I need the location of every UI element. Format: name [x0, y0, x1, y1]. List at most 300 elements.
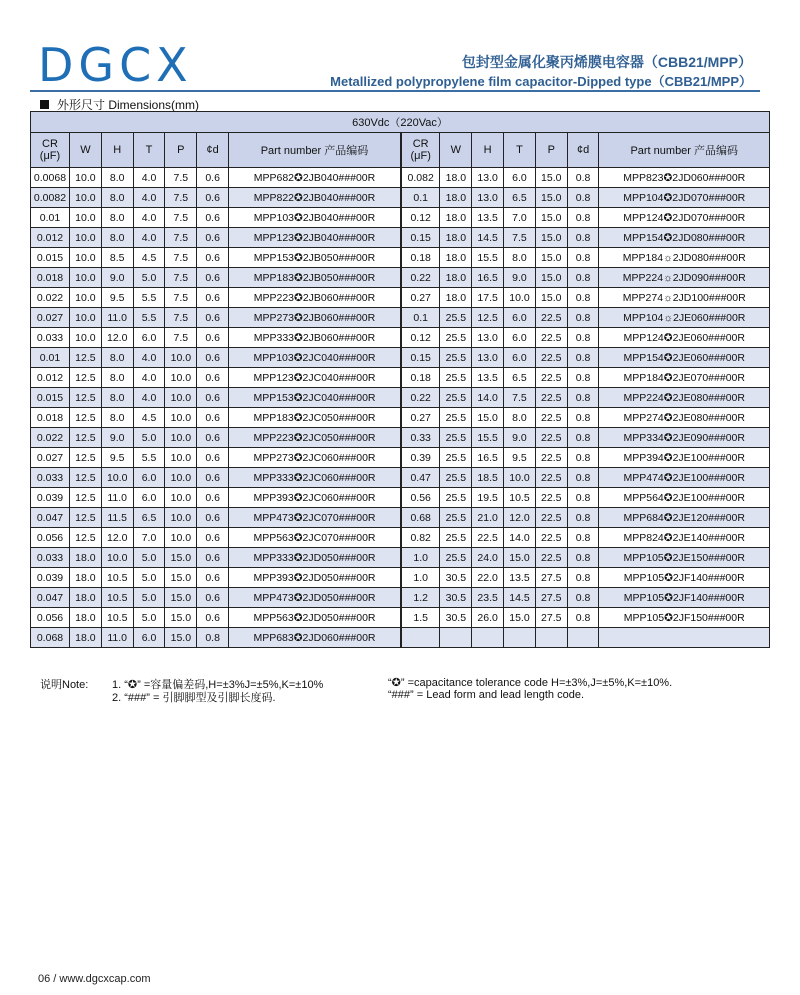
- part-number-cell: MPP822✪2JB040###00R: [229, 188, 401, 208]
- table-cell: 6.0: [133, 468, 165, 488]
- table-cell: 25.5: [440, 388, 472, 408]
- table-cell: 26.0: [472, 608, 504, 628]
- table-cell: 22.5: [535, 488, 567, 508]
- table-cell: 12.0: [101, 328, 133, 348]
- part-number-cell: MPP103✪2JB040###00R: [229, 208, 401, 228]
- table-row: [31, 168, 770, 188]
- table-cell: 7.5: [165, 268, 197, 288]
- table-cell: 22.5: [535, 388, 567, 408]
- column-header: ¢d: [197, 133, 229, 168]
- table-cell: 0.1: [401, 188, 440, 208]
- table-cell: 13.0: [472, 348, 504, 368]
- column-header: T: [504, 133, 536, 168]
- part-number-cell: MPP183✪2JB050###00R: [229, 268, 401, 288]
- table-cell: 0.8: [567, 388, 599, 408]
- square-bullet-icon: [40, 100, 49, 109]
- table-cell: 0.047: [31, 588, 70, 608]
- table-cell: 13.0: [472, 328, 504, 348]
- table-row: [31, 288, 770, 308]
- table-cell: 0.0082: [31, 188, 70, 208]
- table-cell: 10.5: [504, 488, 536, 508]
- table-cell: 13.0: [472, 168, 504, 188]
- note-cn-1: 1. “✪” =容量偏差码,H=±3%J=±5%,K=±10%: [112, 679, 324, 691]
- table-cell: 13.5: [504, 568, 536, 588]
- column-header: Part number 产品编码: [229, 133, 401, 168]
- table-cell: 0.047: [31, 508, 70, 528]
- table-cell: 0.8: [567, 488, 599, 508]
- table-cell: 22.0: [472, 568, 504, 588]
- table-cell: 1.0: [401, 548, 440, 568]
- table-cell: 6.5: [504, 188, 536, 208]
- table-cell: 10.0: [101, 468, 133, 488]
- table-cell: 0.068: [31, 628, 70, 648]
- table-cell: 0.027: [31, 448, 70, 468]
- table-cell: 15.0: [535, 268, 567, 288]
- table-cell: 0.6: [197, 608, 229, 628]
- table-cell: 10.0: [504, 288, 536, 308]
- table-cell: 7.0: [504, 208, 536, 228]
- table-cell: 6.0: [133, 628, 165, 648]
- table-cell: 0.6: [197, 328, 229, 348]
- table-cell: 18.0: [440, 208, 472, 228]
- table-cell: 22.5: [535, 328, 567, 348]
- table-cell: 16.5: [472, 268, 504, 288]
- table-cell: 10.0: [69, 308, 101, 328]
- table-cell: 0.1: [401, 308, 440, 328]
- table-cell: 19.5: [472, 488, 504, 508]
- table-cell: 15.0: [504, 608, 536, 628]
- table-cell: 0.15: [401, 348, 440, 368]
- title-english: Metallized polypropylene film capacitor-Dipped type（CBB21/MPP）: [330, 74, 752, 89]
- table-cell: 0.6: [197, 508, 229, 528]
- table-cell: 0.6: [197, 428, 229, 448]
- table-cell: 18.0: [69, 588, 101, 608]
- table-cell: 1.2: [401, 588, 440, 608]
- part-number-cell: MPP183✪2JC050###00R: [229, 408, 401, 428]
- table-cell: 0.8: [567, 608, 599, 628]
- table-cell: 12.5: [69, 388, 101, 408]
- part-number-cell: MPP223✪2JC050###00R: [229, 428, 401, 448]
- part-number-cell: MPP223✪2JB060###00R: [229, 288, 401, 308]
- table-cell: 0.6: [197, 388, 229, 408]
- table-cell: 4.0: [133, 348, 165, 368]
- column-header: W: [440, 133, 472, 168]
- table-cell: 0.6: [197, 488, 229, 508]
- table-cell: 25.5: [440, 348, 472, 368]
- part-number-cell: MPP154✪2JE060###00R: [599, 348, 770, 368]
- table-cell: 10.0: [69, 168, 101, 188]
- table-cell: 11.0: [101, 628, 133, 648]
- table-cell: 0.68: [401, 508, 440, 528]
- table-cell: 0.6: [197, 188, 229, 208]
- table-cell: 18.0: [69, 568, 101, 588]
- table-cell: 12.0: [504, 508, 536, 528]
- dimensions-table: [30, 111, 770, 648]
- table-cell: 0.018: [31, 268, 70, 288]
- table-cell: [472, 628, 504, 648]
- table-cell: 4.5: [133, 408, 165, 428]
- table-cell: 0.015: [31, 248, 70, 268]
- table-cell: 10.0: [165, 388, 197, 408]
- table-cell: 0.039: [31, 568, 70, 588]
- table-cell: 6.0: [133, 328, 165, 348]
- header-rule: [30, 90, 760, 92]
- table-cell: 0.8: [567, 448, 599, 468]
- table-cell: 27.5: [535, 608, 567, 628]
- table-cell: 4.0: [133, 188, 165, 208]
- table-cell: 8.0: [101, 188, 133, 208]
- table-cell: 0.8: [567, 508, 599, 528]
- table-cell: 0.6: [197, 288, 229, 308]
- table-cell: 12.5: [69, 448, 101, 468]
- table-cell: 5.0: [133, 428, 165, 448]
- voltage-header: 630Vdc（220Vac）: [31, 112, 770, 133]
- part-number-cell: MPP334✪2JE090###00R: [599, 428, 770, 448]
- table-cell: 30.5: [440, 568, 472, 588]
- table-cell: 10.0: [165, 448, 197, 468]
- table-cell: 0.6: [197, 588, 229, 608]
- table-cell: 8.0: [101, 208, 133, 228]
- table-row: [31, 248, 770, 268]
- table-row: [31, 408, 770, 428]
- table-cell: 0.082: [401, 168, 440, 188]
- table-cell: 0.8: [567, 328, 599, 348]
- part-number-cell: MPP333✪2JB060###00R: [229, 328, 401, 348]
- table-cell: 22.5: [535, 348, 567, 368]
- table-cell: 8.0: [101, 228, 133, 248]
- table-cell: 22.5: [535, 548, 567, 568]
- part-number-cell: MPP104✪2JD070###00R: [599, 188, 770, 208]
- table-cell: 0.6: [197, 208, 229, 228]
- table-cell: 25.5: [440, 408, 472, 428]
- table-cell: 0.8: [567, 568, 599, 588]
- table-cell: 15.5: [472, 428, 504, 448]
- table-cell: 24.0: [472, 548, 504, 568]
- table-cell: 5.5: [133, 448, 165, 468]
- table-cell: 15.0: [165, 548, 197, 568]
- table-cell: 0.6: [197, 548, 229, 568]
- table-row: [31, 228, 770, 248]
- table-cell: 8.0: [101, 168, 133, 188]
- table-cell: [401, 628, 440, 648]
- table-cell: 1.0: [401, 568, 440, 588]
- table-cell: 16.5: [472, 448, 504, 468]
- table-cell: 7.5: [504, 388, 536, 408]
- table-cell: 8.0: [101, 388, 133, 408]
- column-header: T: [133, 133, 165, 168]
- part-number-cell: MPP105✪2JE150###00R: [599, 548, 770, 568]
- part-number-cell: MPP333✪2JC060###00R: [229, 468, 401, 488]
- table-cell: 0.6: [197, 568, 229, 588]
- part-number-cell: MPP394✪2JE100###00R: [599, 448, 770, 468]
- table-cell: 22.5: [535, 468, 567, 488]
- table-cell: 15.0: [504, 548, 536, 568]
- brand-logo: DGCX: [38, 38, 193, 92]
- table-cell: 0.022: [31, 428, 70, 448]
- table-cell: 7.5: [165, 288, 197, 308]
- table-cell: 9.0: [101, 268, 133, 288]
- table-cell: 4.5: [133, 248, 165, 268]
- table-cell: 6.5: [133, 508, 165, 528]
- table-cell: 0.022: [31, 288, 70, 308]
- table-row: [31, 588, 770, 608]
- part-number-cell: MPP224✪2JE080###00R: [599, 388, 770, 408]
- table-cell: 10.0: [165, 428, 197, 448]
- table-row: [31, 508, 770, 528]
- table-cell: 22.5: [535, 528, 567, 548]
- notes-label: 说明Note:: [40, 679, 89, 691]
- table-cell: 0.8: [567, 248, 599, 268]
- table-cell: 10.0: [165, 348, 197, 368]
- table-cell: 0.8: [567, 348, 599, 368]
- part-number-cell: MPP153✪2JB050###00R: [229, 248, 401, 268]
- part-number-cell: MPP104☼2JE060###00R: [599, 308, 770, 328]
- table-cell: 22.5: [535, 408, 567, 428]
- table-cell: 5.0: [133, 548, 165, 568]
- part-number-cell: MPP824✪2JE140###00R: [599, 528, 770, 548]
- table-cell: 10.0: [69, 268, 101, 288]
- table-cell: 15.0: [535, 208, 567, 228]
- table-cell: 22.5: [472, 528, 504, 548]
- table-cell: 9.5: [101, 448, 133, 468]
- table-cell: 0.6: [197, 168, 229, 188]
- table-cell: 22.5: [535, 368, 567, 388]
- table-row: [31, 188, 770, 208]
- table-row: [31, 468, 770, 488]
- table-cell: 0.6: [197, 408, 229, 428]
- table-cell: 15.0: [165, 568, 197, 588]
- table-cell: 0.033: [31, 548, 70, 568]
- table-cell: 9.5: [504, 448, 536, 468]
- table-row: [31, 568, 770, 588]
- table-cell: 0.12: [401, 328, 440, 348]
- table-cell: 25.5: [440, 528, 472, 548]
- part-number-cell: MPP184☼2JD080###00R: [599, 248, 770, 268]
- table-cell: 0.8: [567, 428, 599, 448]
- table-cell: 8.0: [504, 408, 536, 428]
- table-row: [31, 368, 770, 388]
- column-header: P: [535, 133, 567, 168]
- note-en-1: “✪” =capacitance tolerance code H=±3%,J=±5%,K=±10%.: [388, 677, 673, 689]
- part-number-cell: MPP153✪2JC040###00R: [229, 388, 401, 408]
- part-number-cell: MPP273✪2JC060###00R: [229, 448, 401, 468]
- table-cell: 4.0: [133, 368, 165, 388]
- table-cell: 7.5: [165, 328, 197, 348]
- table-cell: 15.0: [165, 628, 197, 648]
- table-cell: 8.0: [101, 408, 133, 428]
- part-number-cell: MPP563✪2JD050###00R: [229, 608, 401, 628]
- table-cell: 15.0: [535, 288, 567, 308]
- table-row: [31, 528, 770, 548]
- table-cell: 0.8: [567, 588, 599, 608]
- table-cell: 0.12: [401, 208, 440, 228]
- part-number-cell: MPP154✪2JD080###00R: [599, 228, 770, 248]
- table-cell: 8.5: [101, 248, 133, 268]
- table-cell: 0.6: [197, 308, 229, 328]
- table-cell: 10.0: [69, 248, 101, 268]
- part-number-cell: MPP564✪2JE100###00R: [599, 488, 770, 508]
- table-cell: 25.5: [440, 548, 472, 568]
- part-number-cell: MPP123✪2JC040###00R: [229, 368, 401, 388]
- table-cell: 10.0: [69, 328, 101, 348]
- table-cell: 7.0: [133, 528, 165, 548]
- table-cell: 15.0: [535, 168, 567, 188]
- column-header: W: [69, 133, 101, 168]
- part-number-cell: MPP124✪2JE060###00R: [599, 328, 770, 348]
- table-cell: 30.5: [440, 588, 472, 608]
- table-cell: 0.6: [197, 268, 229, 288]
- table-cell: 4.0: [133, 168, 165, 188]
- table-row: [31, 268, 770, 288]
- table-cell: 10.0: [101, 548, 133, 568]
- table-cell: 15.0: [165, 608, 197, 628]
- part-number-cell: MPP124✪2JD070###00R: [599, 208, 770, 228]
- table-row: [31, 488, 770, 508]
- table-cell: 4.0: [133, 228, 165, 248]
- table-cell: 0.6: [197, 468, 229, 488]
- table-cell: 0.8: [567, 188, 599, 208]
- table-cell: 12.5: [69, 368, 101, 388]
- table-row: [31, 388, 770, 408]
- table-cell: 18.0: [69, 548, 101, 568]
- table-cell: 15.5: [472, 248, 504, 268]
- table-cell: 22.5: [535, 428, 567, 448]
- table-cell: 8.0: [101, 368, 133, 388]
- table-cell: 0.033: [31, 468, 70, 488]
- part-number-cell: [599, 628, 770, 648]
- table-cell: 0.82: [401, 528, 440, 548]
- table-row: [31, 548, 770, 568]
- table-cell: 11.0: [101, 488, 133, 508]
- table-cell: 15.0: [535, 188, 567, 208]
- table-cell: 0.039: [31, 488, 70, 508]
- table-cell: 10.5: [101, 608, 133, 628]
- table-cell: 6.5: [504, 368, 536, 388]
- table-cell: 6.0: [504, 328, 536, 348]
- table-cell: 22.5: [535, 448, 567, 468]
- table-cell: 22.5: [535, 308, 567, 328]
- table-cell: 25.5: [440, 508, 472, 528]
- table-cell: 0.056: [31, 608, 70, 628]
- table-cell: 0.6: [197, 448, 229, 468]
- table-cell: 0.0068: [31, 168, 70, 188]
- part-number-cell: MPP333✪2JD050###00R: [229, 548, 401, 568]
- part-number-cell: MPP105✪2JF150###00R: [599, 608, 770, 628]
- part-number-cell: MPP224☼2JD090###00R: [599, 268, 770, 288]
- table-cell: 7.5: [165, 228, 197, 248]
- part-number-cell: MPP393✪2JC060###00R: [229, 488, 401, 508]
- table-cell: 0.8: [567, 208, 599, 228]
- table-row: [31, 628, 770, 648]
- table-cell: 10.0: [165, 368, 197, 388]
- table-cell: 14.5: [472, 228, 504, 248]
- table-cell: 6.0: [504, 308, 536, 328]
- table-cell: 12.5: [69, 508, 101, 528]
- table-cell: 27.5: [535, 588, 567, 608]
- table-row: [31, 448, 770, 468]
- table-cell: 14.5: [504, 588, 536, 608]
- table-cell: 25.5: [440, 368, 472, 388]
- table-cell: 12.5: [472, 308, 504, 328]
- table-cell: 7.5: [504, 228, 536, 248]
- table-body: [31, 168, 770, 648]
- column-header: CR (μF): [31, 133, 70, 168]
- part-number-cell: MPP103✪2JC040###00R: [229, 348, 401, 368]
- table-cell: 23.5: [472, 588, 504, 608]
- part-number-cell: MPP684✪2JE120###00R: [599, 508, 770, 528]
- table-cell: 22.5: [535, 508, 567, 528]
- page-footer: 06 / www.dgcxcap.com: [38, 973, 151, 985]
- table-cell: 0.8: [567, 308, 599, 328]
- table-cell: 12.0: [101, 528, 133, 548]
- table-cell: 0.033: [31, 328, 70, 348]
- part-number-cell: MPP105✪2JF140###00R: [599, 588, 770, 608]
- table-cell: 10.0: [69, 208, 101, 228]
- table-cell: 0.8: [567, 408, 599, 428]
- table-cell: 6.0: [133, 488, 165, 508]
- table-cell: 0.6: [197, 368, 229, 388]
- table-cell: 18.0: [440, 248, 472, 268]
- part-number-cell: MPP123✪2JB040###00R: [229, 228, 401, 248]
- table-cell: 0.33: [401, 428, 440, 448]
- table-cell: 0.6: [197, 228, 229, 248]
- table-cell: 18.0: [440, 188, 472, 208]
- table-cell: 15.0: [535, 248, 567, 268]
- table-cell: 4.0: [133, 388, 165, 408]
- column-header: P: [165, 133, 197, 168]
- part-number-cell: MPP473✪2JD050###00R: [229, 588, 401, 608]
- table-cell: 0.015: [31, 388, 70, 408]
- table-row: [31, 328, 770, 348]
- column-header: H: [472, 133, 504, 168]
- table-cell: 15.0: [165, 588, 197, 608]
- part-number-cell: MPP105✪2JF140###00R: [599, 568, 770, 588]
- column-header: CR (μF): [401, 133, 440, 168]
- table-cell: 18.5: [472, 468, 504, 488]
- table-cell: 25.5: [440, 428, 472, 448]
- table-cell: 0.6: [197, 528, 229, 548]
- part-number-cell: MPP474✪2JE100###00R: [599, 468, 770, 488]
- table-cell: 13.5: [472, 208, 504, 228]
- table-cell: 7.5: [165, 208, 197, 228]
- table-cell: [440, 628, 472, 648]
- table-cell: 13.0: [472, 188, 504, 208]
- part-number-cell: MPP393✪2JD050###00R: [229, 568, 401, 588]
- table-cell: 5.0: [133, 568, 165, 588]
- table-cell: 6.0: [504, 348, 536, 368]
- table-cell: 0.018: [31, 408, 70, 428]
- table-cell: 0.8: [567, 528, 599, 548]
- table-cell: 0.8: [567, 288, 599, 308]
- table-cell: [504, 628, 536, 648]
- table-cell: 0.8: [567, 268, 599, 288]
- table-cell: 0.27: [401, 408, 440, 428]
- table-cell: 0.15: [401, 228, 440, 248]
- table-cell: [535, 628, 567, 648]
- table-cell: 12.5: [69, 488, 101, 508]
- column-header: H: [101, 133, 133, 168]
- part-number-cell: MPP563✪2JC070###00R: [229, 528, 401, 548]
- table-cell: 9.0: [504, 428, 536, 448]
- part-number-cell: MPP473✪2JC070###00R: [229, 508, 401, 528]
- table-cell: 10.0: [165, 468, 197, 488]
- table-cell: 0.8: [197, 628, 229, 648]
- table-cell: 8.0: [504, 248, 536, 268]
- table-cell: 10.5: [101, 568, 133, 588]
- table-cell: 18.0: [440, 288, 472, 308]
- table-cell: 18.0: [440, 228, 472, 248]
- table-cell: 0.27: [401, 288, 440, 308]
